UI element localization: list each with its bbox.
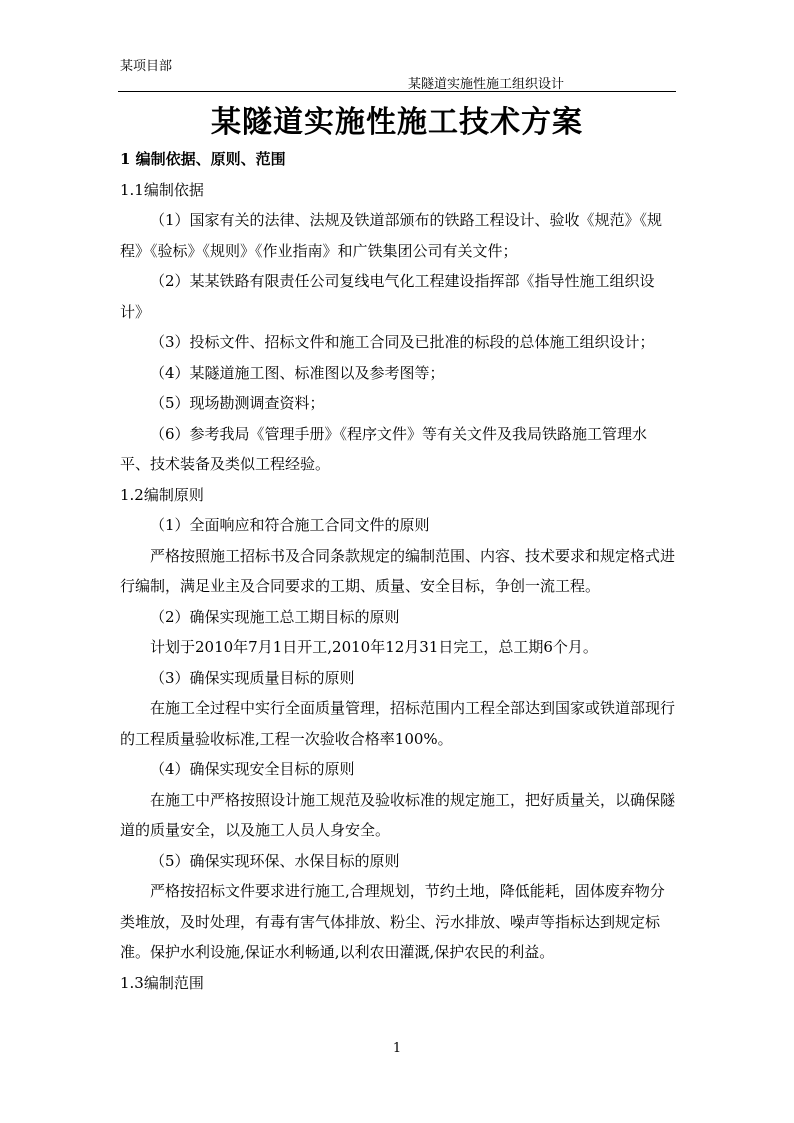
section-heading-1: 1 编制依据、原则、范围 (120, 150, 286, 168)
principle-heading: （5）确保实现环保、水保目标的原则 (150, 851, 400, 870)
header-rule (118, 91, 676, 92)
basis-item: （2）某某铁路有限责任公司复线电气化工程建设指挥部《指导性施工组织设计》 (120, 272, 655, 321)
principle-body: 计划于2010年7月1日开工,2010年12月31日完工，总工期6个月。 (150, 638, 598, 656)
principle-heading: （4）确保实现安全目标的原则 (150, 760, 355, 778)
principle-heading: （3）确保实现质量目标的原则 (150, 668, 355, 687)
basis-item: （4）某隧道施工图、标准图以及参考图等； (150, 363, 445, 382)
document-title: 某隧道实施性施工技术方案 (211, 105, 583, 140)
principle-body: 在施工中严格按照设计施工规范及验收标准的规定施工，把好质量关，以确保隧道的质量安全，以及施工人员人身安全。 (120, 790, 676, 839)
subsection-heading-1-3: 1.3编制范围 (120, 973, 204, 992)
basis-item: （5）现场勘测调查资料； (150, 394, 325, 412)
principle-body: 在施工全过程中实行全面质量管理，招标范围内工程全部达到国家或铁道部现行的工程质量验收标准,工程一次验收合格率100%。 (120, 699, 676, 748)
header-right-text: 某隧道实施性施工组织设计 (408, 77, 565, 92)
basis-item: （3）投标文件、招标文件和施工合同及已批准的标段的总体施工组织设计； (150, 333, 655, 351)
principle-body: 严格按招标文件要求进行施工,合理规划，节约土地，降低能耗，固体废弃物分类堆放，及时处理，有毒有害气体排放、粉尘、污水排放、噪声等指标达到规定标准。保护水利设施,保证水利畅通,以利农田灌溉,保护农民的利益。 (120, 882, 665, 961)
principle-heading: （2）确保实现施工总工期目标的原则 (150, 607, 400, 626)
header-left-text: 某项目部 (120, 59, 173, 74)
subsection-heading-1-1: 1.1编制依据 (120, 180, 204, 199)
document-body (120, 144, 676, 998)
basis-item: （6）参考我局《管理手册》《程序文件》等有关文件及我局铁路施工管理水平、技术装备及类似工程经验。 (120, 424, 648, 473)
principle-body: 严格按照施工招标书及合同条款规定的编制范围、内容、技术要求和规定格式进行编制，满足业主及合同要求的工期、质量、安全目标，争创一流工程。 (120, 546, 676, 595)
principle-heading: （1）全面响应和符合施工合同文件的原则 (150, 516, 430, 534)
subsection-heading-1-2: 1.2编制原则 (120, 485, 204, 504)
page-number: 1 (392, 1041, 402, 1056)
basis-item: （1）国家有关的法律、法规及铁道部颁布的铁路工程设计、验收《规范》《规程》《验标》《规则》《作业指南》和广铁集团公司有关文件； (120, 211, 663, 260)
